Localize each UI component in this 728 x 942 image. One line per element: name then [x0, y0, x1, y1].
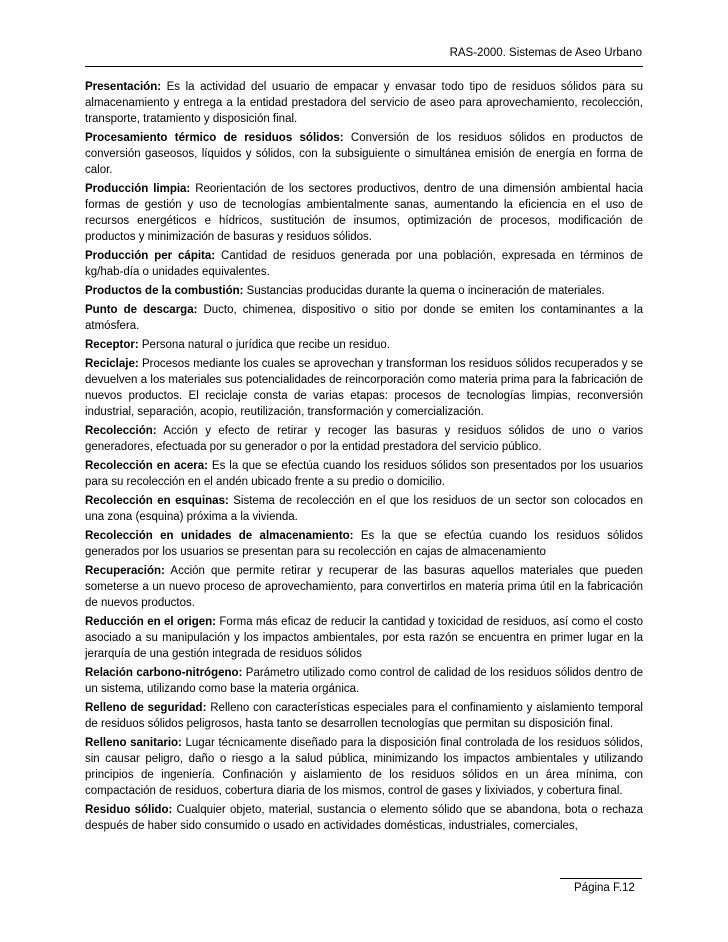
glossary-term: Reducción en el origen:	[85, 616, 216, 628]
glossary-definition: Es la actividad del usuario de empacar y envasar todo tipo de residuos sólidos para su almacenamiento y entrega a la entidad prestadora del servicio de aseo para aprovechamiento, recolección, transporte, tratamiento y disposición final.	[85, 81, 643, 125]
glossary-term: Recolección en unidades de almacenamiento:	[85, 530, 354, 542]
glossary-entry	[85, 700, 643, 732]
glossary-entry	[85, 79, 643, 127]
glossary-definition: Ducto, chimenea, dispositivo o sitio por donde se emiten los contaminantes a la atmósfera.	[85, 304, 644, 332]
glossary-definition: Reorientación de los sectores productivos, dentro de una dimensión ambiental hacia formas de gestión y uso de tecnologías ambientalmente sanas, aumentando la eficiencia en el uso de recursos energéticos e hídricos, sustitución de insumos, optimización de procesos, modificación de productos y minimización de basuras y residuos sólidos.	[85, 183, 643, 243]
glossary-definition: Es la que se efectúa cuando los residuos sólidos son presentados por los usuarios para su recolección en el andén ubicado frente a su predio o domicilio.	[85, 460, 644, 488]
glossary-definition: Conversión de los residuos sólidos en productos de conversión gaseosos, líquidos y sólidos, con la subsiguiente o simultánea emisión de energía en forma de calor.	[85, 132, 643, 176]
header-rule	[85, 66, 643, 67]
glossary-definition: Sistema de recolección en el que los residuos de un sector son colocados en una zona (esquina) próxima a la vivienda.	[85, 495, 643, 523]
glossary-term: Recuperación:	[85, 565, 165, 577]
glossary-term: Residuo sólido:	[85, 804, 173, 816]
glossary-body	[85, 79, 643, 837]
glossary-term: Recolección en esquinas:	[85, 495, 229, 507]
glossary-entry	[85, 458, 643, 490]
footer-rule	[560, 878, 642, 879]
glossary-term: Recolección:	[85, 425, 157, 437]
glossary-entry	[85, 493, 643, 525]
glossary-entry	[85, 665, 643, 697]
glossary-entry	[85, 337, 643, 353]
page-number: Página F.12	[574, 882, 635, 894]
glossary-term: Relación carbono-nitrógeno:	[85, 667, 243, 679]
glossary-entry	[85, 283, 643, 299]
glossary-term: Recolección en acera:	[85, 460, 208, 472]
glossary-definition: Persona natural o jurídica que recibe un residuo.	[138, 339, 390, 351]
glossary-entry	[85, 423, 643, 455]
glossary-definition: Es la que se efectúa cuando los residuos sólidos generados por los usuarios se presentan para su recolección en cajas de almacenamiento	[85, 530, 643, 558]
glossary-entry	[85, 356, 643, 420]
glossary-definition: Acción que permite retirar y recuperar de las basuras aquellos materiales que pueden someterse a un nuevo proceso de aprovechamiento, para convertirlos en materia prima útil en la fabricación de nuevos productos.	[85, 565, 643, 609]
glossary-definition: Cualquier objeto, material, sustancia o elemento sólido que se abandona, bota o rechaza después de haber sido consumido o usado en actividades domésticas, industriales, comerciales,	[85, 804, 643, 832]
glossary-definition: Parámetro utilizado como control de calidad de los residuos sólidos dentro de un sistema, utilizando como base la materia orgánica.	[85, 667, 644, 695]
glossary-term: Presentación:	[85, 81, 162, 93]
glossary-term: Relleno sanitario:	[85, 737, 182, 749]
glossary-entry	[85, 802, 643, 834]
glossary-term: Productos de la combustión:	[85, 285, 244, 297]
glossary-definition: Cantidad de residuos generada por una población, expresada en términos de kg/hab-día o unidades equivalentes.	[85, 250, 643, 278]
glossary-entry	[85, 528, 643, 560]
glossary-entry	[85, 614, 643, 662]
glossary-definition: Acción y efecto de retirar y recoger las basuras y residuos sólidos de uno o varios generadores, efectuada por su generador o por la entidad prestadora del servicio público.	[85, 425, 643, 453]
glossary-definition: Lugar técnicamente diseñado para la disposición final controlada de los residuos sólidos, sin causar peligro, daño o riesgo a la salud pública, minimizando los impactos ambientales y utilizando principios de ingeniería. Confinación y aislamiento de los residuos sólidos en un área mínima, con compactación de residuos, cobertura diaria de los mismos, control de gases y lixiviados, y cobertura final.	[85, 737, 643, 797]
glossary-term: Producción limpia:	[85, 183, 191, 195]
glossary-term: Producción per cápita:	[85, 250, 216, 262]
glossary-definition: Procesos mediante los cuales se aprovechan y transforman los residuos sólidos recuperados y se devuelven a los materiales sus potencialidades de reincorporación como materia prima para la fabricación de nuevos productos. El reciclaje consta de varias etapas: procesos de tecnologías limpias, reconversión industrial, separación, acopio, reutilización, transformación y comercialización.	[85, 358, 643, 418]
glossary-entry	[85, 563, 643, 611]
glossary-definition: Sustancias producidas durante la quema o incineración de materiales.	[243, 285, 605, 297]
glossary-entry	[85, 302, 643, 334]
glossary-entry	[85, 248, 643, 280]
glossary-entry	[85, 130, 643, 178]
glossary-entry	[85, 181, 643, 245]
glossary-definition: Forma más eficaz de reducir la cantidad y toxicidad de residuos, así como el costo asociado a su manipulación y los impactos ambientales, por esta razón se encuentra en primer lugar en la jerarquía de una gestión integrada de residuos sólidos	[85, 616, 643, 660]
glossary-term: Receptor:	[85, 339, 139, 351]
glossary-definition: Relleno con características especiales para el confinamiento y aislamiento temporal de residuos sólidos peligrosos, hasta tanto se desarrollen tecnologías que permitan su disposición final.	[85, 702, 643, 730]
glossary-entry	[85, 735, 643, 799]
running-header: RAS-2000. Sistemas de Aseo Urbano	[449, 47, 642, 59]
glossary-term: Punto de descarga:	[85, 304, 198, 316]
glossary-term: Relleno de seguridad:	[85, 702, 207, 714]
glossary-term: Procesamiento térmico de residuos sólidos:	[85, 132, 344, 144]
glossary-term: Reciclaje:	[85, 358, 139, 370]
